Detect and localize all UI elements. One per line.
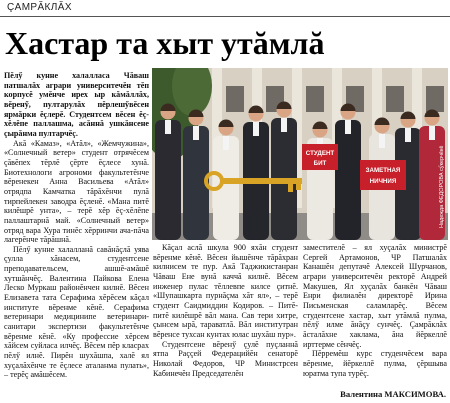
article-photo: [152, 68, 448, 240]
person-figure: [243, 106, 269, 241]
body-paragraph: Кăçал аслă шкула 900 яхăн студент вĕренме кĕнĕ. Вĕсен йышĕнче тăрăхран килнисем те пур. Акă Таджикистанран Чăваш Ене вунă каччă килнĕ. Вĕсем инженер пулас тĕллевпе килсе çитнĕ. «Шупашкарта пурнăçма хăт ял», – терĕ студент Саидмиддин Кодиров. – Питĕ-питĕ килĕшрĕ вăл мана. Сав тери хитре, çынсем ырă, тараватлă. Вăл институтран вĕренсе тухсан кунтах юлас шухăш пур».: [153, 243, 298, 339]
key-tooth: [288, 184, 293, 192]
author-byline: Валентина МАКСИМОВА.: [340, 389, 446, 399]
building-window: [426, 86, 444, 112]
photo-illustration: [152, 68, 448, 240]
person-collar: [165, 120, 171, 134]
body-paragraph: Пĕлӳ кунне халалланă савăнăçлă уява çулла хăнасем, студентсене преподавательсем, ашшĕ-амăшĕ хутшăнчĕç. Валентина Пайкова Елена Леско Муркаш районĕнчен килнĕ. Вĕсен Елизавета тата Серафима хĕрĕсем кăçал институте вĕренме кĕнĕ. Серафима ветеринари медицинипе ветеринари-санитари экспертизи факультетĕнче вĕренме кĕнĕ. «Ку профессие хĕрсем хăйсем суйласа илчĕç. Вĕсем пĕр класрах пĕлӳ илнĕ. Пирĕн шухăшпа, халĕ ял хуçалăхĕнче те ĕçлесе аталанма пулать», – терĕç амăшĕсем.: [4, 244, 149, 380]
header-rule: [0, 16, 450, 17]
text-column-middle: [153, 243, 298, 401]
photo-credit: Надежда ФЕДОРОВА сӳкерчĕкĕ: [439, 145, 445, 228]
sign-board: [360, 160, 406, 190]
person-collar: [429, 126, 435, 140]
body-paragraph: Акă «Камаз», «Атăл», «Жемчужина», «Солнечный ветер» студент отрячĕсем çăвĕпех тĕрлĕ çĕрте ĕçлесе хунă. Биотехнологи агрономи факультетĕнче вĕренекен Анна Васильева «Атăл» отрядпа Камчатка тăрăхĕнчи пулă тирпейлекен заводра ĕçленĕ. «Мана питĕ килĕшрĕ унта», – терĕ хĕр ĕç-хĕлĕпе паллаштарнă май. «Солнечный ветер» отряд вара Хура тинĕс хĕрринчи ача-пăча лагерĕнче тăрăшнă.: [4, 138, 149, 245]
sign-text: БИТ: [313, 160, 327, 167]
building-window: [226, 86, 244, 112]
body-paragraph: заместителĕ – ял хуçалăх министрĕ Сергей Артамонов, ЧР Патшалăх Канашĕн депутачĕ Алексей Шурчанов, аграри университечĕн ректорĕ Андрей Макушев, Ял хуçалăх банкĕн Чăваш Енри филиалĕн директорĕ Ирина Письменская саламларĕç. Вĕсем студентсене хастар, хыт утăмлă пулма, пĕлӳ илме ăнăçу сунчĕç. Çамрăклăх ăсталăхне хаклама, ăна йĕркеллĕ ирттерме сĕнчĕç.: [303, 243, 447, 349]
person-body: [155, 120, 181, 240]
sign-text: ЗАМЕТНАЯ: [365, 167, 401, 174]
person-figure: [155, 104, 181, 241]
section-rubric: ÇАМРĂКЛĂХ: [7, 2, 72, 13]
person-collar: [405, 128, 411, 142]
sign-board-1: [302, 144, 338, 170]
person-collar: [345, 120, 351, 134]
body-paragraph: Студентсене вĕренӳ çулĕ пуçланнă ятпа Раççей Федерацийĕн сенаторĕ Николай Федоров, ЧР Министрсен Кабинечĕн Председателĕн: [153, 339, 298, 378]
key-tooth: [296, 184, 301, 190]
person-figure: [335, 104, 361, 241]
person-collar: [223, 136, 229, 150]
person-body: [335, 120, 361, 240]
sign-board-2: [360, 160, 406, 190]
photo-scene: [152, 68, 448, 240]
sign-text: НИЧНИЯ: [369, 178, 397, 185]
person-figure: [271, 102, 297, 241]
person-collar: [281, 118, 287, 132]
person-figure: [183, 110, 209, 241]
person-figure: [307, 122, 333, 240]
person-collar: [379, 134, 385, 148]
building-window: [306, 86, 324, 112]
text-column-right: [303, 243, 447, 385]
article-headline: Хастар та хыт утăмлă: [5, 25, 325, 61]
lead-paragraph: Пĕлӳ кунне халалласа Чăваш патшалăх аграри университечĕн тĕп корпусĕ умĕнче ирех ыр кăмăллăх, вĕренӳ, пултарулăх пĕрлешӳвĕсен ярмăрки ĕçлерĕ. Студентсем вĕсен ĕç-хĕлĕпе паллашма, асăннă ушкăнсене çырăнма пултарчĕç.: [4, 71, 149, 138]
building-window: [386, 86, 404, 112]
person-collar: [253, 122, 259, 136]
text-column-left: [4, 71, 149, 401]
body-paragraph: Пĕрремĕш курс студенчĕсем вара вĕренме, йĕркеллĕ пулма, çĕршыва юратма тупа турĕç.: [303, 349, 447, 378]
key-shaft: [222, 178, 302, 184]
person-collar: [193, 126, 199, 140]
sign-text: СТУДЕНТ: [305, 150, 335, 157]
